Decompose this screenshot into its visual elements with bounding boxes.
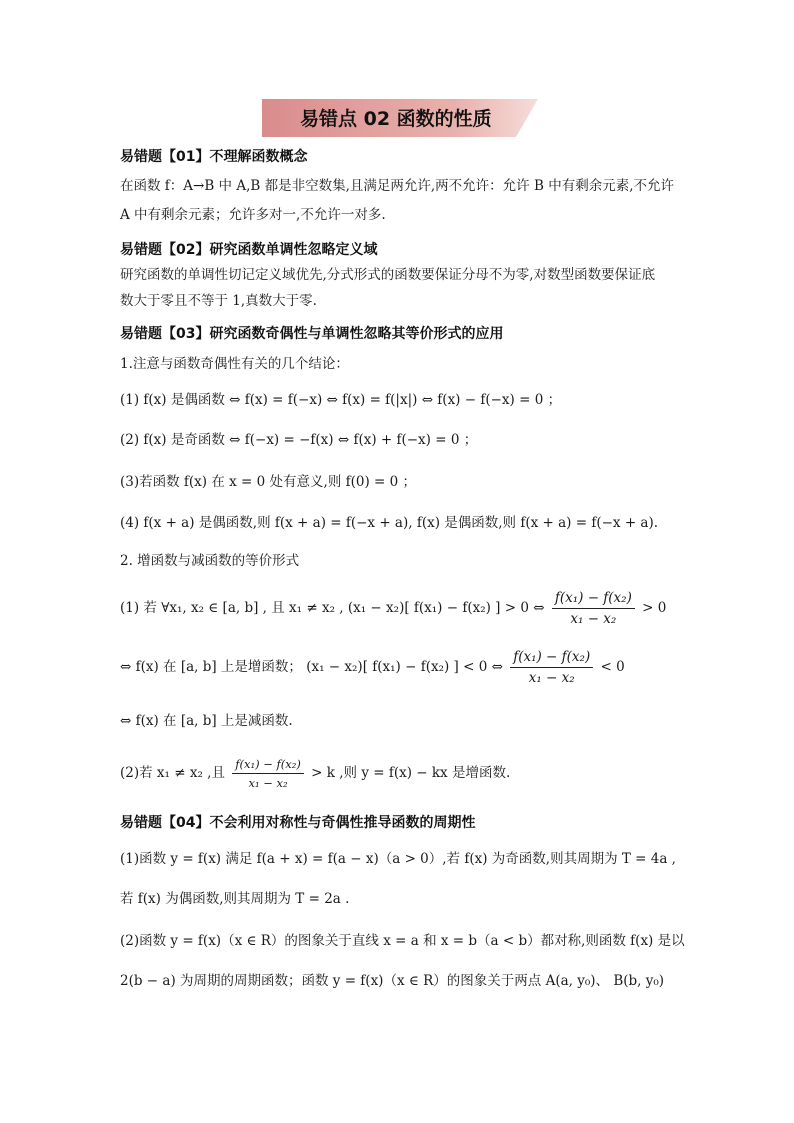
section-01-line-2: A 中有剩余元素；允许多对一,不允许一对多. xyxy=(120,207,386,223)
section-02-line-2: 数大于零且不等于 1,真数大于零. xyxy=(120,293,317,309)
fraction-numerator-2: f(x₁) − f(x₂) xyxy=(510,649,593,668)
section-02-line-1: 研究函数的单调性切记定义域优先,分式形式的函数要保证分母不为零,对数型函数要保证底 xyxy=(120,267,656,283)
odd-function-conclusion: (2) f(x) 是奇函数 ⇔ f(−x) = −f(x) ⇔ f(x) + f(−x) = 0 ； xyxy=(120,432,478,448)
section-03-line-1: 1.注意与函数奇偶性有关的几个结论： xyxy=(120,356,349,372)
section-01-line-1: 在函数 f：A→B 中 A,B 都是非空数集,且满足两允许,两不允许：允许 B 中有剩余元素,不允许 xyxy=(120,178,674,194)
small-fraction-denominator: x₁ − x₂ xyxy=(248,776,288,790)
increasing-condition-line xyxy=(120,590,666,627)
shifted-even-function-conclusion: (4) f(x + a) 是偶函数,则 f(x + a) = f(−x + a), f(x) 是偶函数,则 f(x + a) = f(−x + a). xyxy=(120,515,659,531)
fraction-denominator: x₁ − x₂ xyxy=(570,611,617,627)
section-03-heading: 易错题【03】研究函数奇偶性与单调性忽略其等价形式的应用 xyxy=(120,326,504,342)
monotonic-equivalent-heading: 2. 增函数与减函数的等价形式 xyxy=(120,553,300,569)
greater-than-zero: > 0 xyxy=(642,600,667,616)
difference-quotient-fraction xyxy=(552,590,635,627)
section-04-line-3: (2)函数 y = f(x)（x ∈ R）的图象关于直线 x = a 和 x = b（a < b）都对称,则函数 f(x) 是以 xyxy=(120,933,685,949)
title-banner xyxy=(262,99,538,137)
decreasing-condition-line xyxy=(120,649,625,686)
fraction-numerator: f(x₁) − f(x₂) xyxy=(552,590,635,609)
section-04-line-4: 2(b − a) 为周期的周期函数；函数 y = f(x)（x ∈ R）的图象关于两点 A(a, y₀)、 B(b, y₀) xyxy=(120,973,665,989)
difference-quotient-fraction-2 xyxy=(510,649,593,686)
kx-increasing-line xyxy=(120,757,510,790)
kx-increasing-prefix: (2)若 x₁ ≠ x₂ ,且 xyxy=(120,765,225,781)
section-04-heading: 易错题【04】不会利用对称性与奇偶性推导函数的周期性 xyxy=(120,815,476,831)
kx-increasing-suffix: > k ,则 y = f(x) − kx 是增函数. xyxy=(311,765,511,781)
increasing-condition-text: (1) 若 ∀x₁, x₂ ∈ [a, b] , 且 x₁ ≠ x₂ , (x₁ − x₂)[ f(x₁) − f(x₂) ] > 0 ⇔ xyxy=(120,600,545,616)
less-than-zero: < 0 xyxy=(600,659,625,675)
small-difference-quotient-fraction xyxy=(232,757,304,790)
small-fraction-numerator: f(x₁) − f(x₂) xyxy=(232,757,304,774)
even-function-conclusion: (1) f(x) 是偶函数 ⇔ f(x) = f(−x) ⇔ f(x) = f(|x|) ⇔ f(x) − f(−x) = 0 ； xyxy=(120,392,562,408)
page-title: 易错点 02 函数的性质 xyxy=(300,108,492,130)
section-02-heading: 易错题【02】研究函数单调性忽略定义域 xyxy=(120,242,378,258)
section-04-line-2: 若 f(x) 为偶函数,则其周期为 T = 2a . xyxy=(120,891,350,907)
decreasing-condition-text: ⇔ f(x) 在 [a, b] 上是增函数； (x₁ − x₂)[ f(x₁) − f(x₂) ] < 0 ⇔ xyxy=(120,659,503,675)
decreasing-function-conclusion: ⇔ f(x) 在 [a, b] 上是减函数. xyxy=(120,713,293,729)
section-04-line-1: (1)函数 y = f(x) 满足 f(a + x) = f(a − x)（a > 0）,若 f(x) 为奇函数,则其周期为 T = 4a , xyxy=(120,851,676,867)
fraction-denominator-2: x₁ − x₂ xyxy=(528,670,575,686)
section-01-heading: 易错题【01】不理解函数概念 xyxy=(120,149,308,165)
odd-function-zero-conclusion: (3)若函数 f(x) 在 x = 0 处有意义,则 f(0) = 0 ； xyxy=(120,474,417,490)
